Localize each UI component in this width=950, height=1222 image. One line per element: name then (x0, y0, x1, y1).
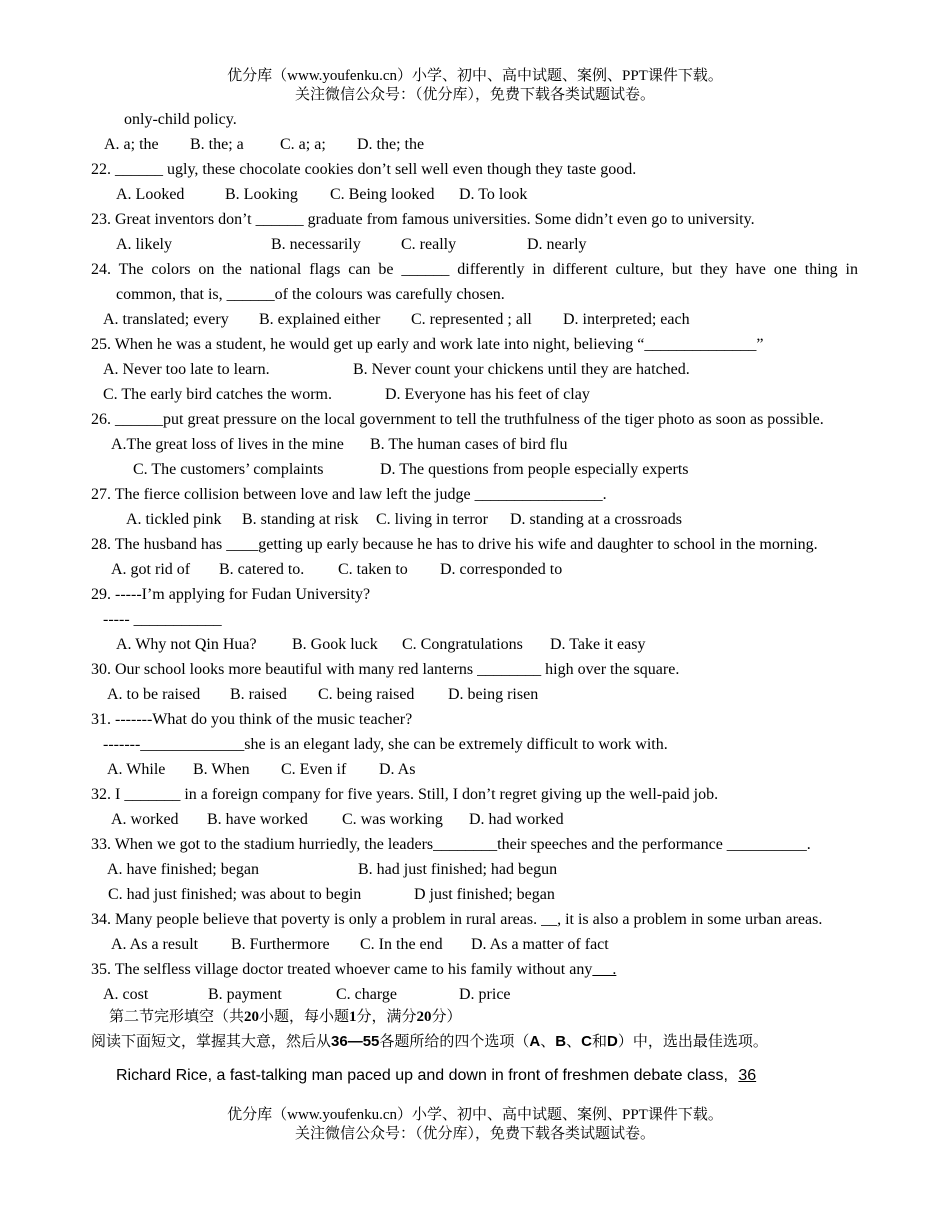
q34-options (111, 934, 609, 956)
option[interactable]: A. cost (103, 986, 149, 1003)
option[interactable]: B. raised (230, 686, 287, 703)
q35-options (103, 984, 511, 1006)
q30-options (107, 684, 538, 706)
header-line-2: 关注微信公众号：（优分库），免费下载各类试题试卷。 (294, 87, 655, 103)
section-2-instructions (91, 1031, 768, 1053)
option[interactable]: C. Congratulations (402, 636, 523, 653)
option[interactable]: B. explained either (259, 311, 381, 328)
q34-stem: 34. Many people believe that poverty is only a problem in rural areas. __, it is also a problem in some urban areas. (91, 911, 823, 928)
option[interactable]: B. Looking (225, 186, 298, 203)
option[interactable]: C. a; a; (280, 136, 326, 153)
q24-options (103, 309, 690, 331)
option[interactable]: B. catered to. (219, 561, 305, 578)
instructions-part: 、 (540, 1034, 556, 1050)
option[interactable]: D. the; the (357, 136, 425, 153)
option[interactable]: A. Why not Qin Hua? (116, 636, 257, 653)
option-letter: B (555, 1033, 567, 1050)
option[interactable]: C. Being looked (330, 186, 435, 203)
option[interactable]: A. Looked (116, 186, 185, 203)
option[interactable]: D. interpreted; each (563, 311, 690, 328)
q24-stem-line-1: 24. The colors on the national flags can be ______ differently in different culture, but they have one thing in (91, 261, 858, 278)
option[interactable]: D. had worked (469, 811, 564, 828)
option[interactable]: A.The great loss of lives in the mine (111, 436, 344, 453)
q32-options (111, 809, 564, 831)
option[interactable]: B. Never count your chickens until they are hatched. (353, 361, 690, 378)
q26-stem: 26. ______put great pressure on the local government to tell the truthfulness of the tiger photo as soon as possible. (91, 411, 824, 428)
q21-options (104, 134, 424, 156)
q33-stem: 33. When we got to the stadium hurriedly, the leaders________their speeches and the performance __________. (91, 836, 811, 853)
option[interactable]: B. When (193, 761, 250, 778)
option[interactable]: A. to be raised (107, 686, 201, 703)
footer-line-1: 优分库（www.youfenku.cn）小学、初中、高中试题、案例、PPT课件下载。 (227, 1107, 723, 1123)
option[interactable]: A. likely (116, 236, 172, 253)
instructions-part: ）中，选出最佳选项。 (617, 1034, 768, 1050)
q29-reply: ----- ___________ (103, 611, 222, 628)
q31-reply: -------_____________she is an elegant lady, she can be extremely difficult to work with. (103, 736, 668, 753)
instructions-part: 阅读下面短文，掌握其大意，然后从 (91, 1034, 332, 1050)
option[interactable]: A. translated; every (103, 311, 229, 328)
option[interactable]: C. really (401, 236, 457, 253)
q27-stem: 27. The fierce collision between love and law left the judge ________________. (91, 486, 607, 503)
q25-options-row-1 (103, 359, 690, 381)
option[interactable]: D. being risen (448, 686, 539, 703)
option[interactable]: D. The questions from people especially experts (380, 461, 689, 478)
option[interactable]: D. Take it easy (550, 636, 646, 653)
option[interactable]: A. worked (111, 811, 179, 828)
section-2-question-count: 20 (244, 1009, 260, 1025)
option-letter: C (581, 1033, 592, 1050)
q27-options (126, 509, 682, 531)
q29-options (116, 634, 645, 656)
option[interactable]: C. In the end (360, 936, 443, 953)
q35-stem-text: 35. The selfless village doctor treated whoever came to his family without any (91, 961, 593, 978)
option[interactable]: B. have worked (207, 811, 308, 828)
option[interactable]: B. the; a (190, 136, 244, 153)
option[interactable]: A. As a result (111, 936, 199, 953)
section-2-title-part: 小题，每小题 (259, 1009, 350, 1025)
q25-stem: 25. When he was a student, he would get up early and work late into night, believing “______________” (91, 336, 764, 353)
option[interactable]: C. represented ; all (411, 311, 532, 328)
option[interactable]: D. Everyone has his feet of clay (385, 386, 590, 403)
section-2-title-part: 第二节完形填空（共 (109, 1009, 245, 1025)
option[interactable]: D. corresponded to (440, 561, 563, 578)
option[interactable]: B. had just finished; had begun (358, 861, 558, 878)
option[interactable]: C. The early bird catches the worm. (103, 386, 332, 403)
footer-line-2: 关注微信公众号：（优分库），免费下载各类试题试卷。 (294, 1126, 655, 1142)
q33-options-row-1 (107, 859, 557, 881)
option[interactable]: D. To look (459, 186, 528, 203)
option[interactable]: A. Never too late to learn. (103, 361, 270, 378)
option[interactable]: B. The human cases of bird flu (370, 436, 568, 453)
passage-first-line (116, 1065, 762, 1087)
option[interactable]: A. a; the (104, 136, 159, 153)
option[interactable]: A. have finished; began (107, 861, 259, 878)
q35-blank: . (592, 961, 617, 978)
option[interactable]: A. tickled pink (126, 511, 222, 528)
q31-stem: 31. -------What do you think of the music teacher? (91, 711, 413, 728)
question-range: 36—55 (331, 1033, 380, 1050)
q23-options (116, 234, 587, 256)
instructions-part: 各题所给的四个选项（ (379, 1034, 530, 1050)
section-2-total-points: 20 (416, 1009, 432, 1025)
option[interactable]: C. charge (336, 986, 398, 1003)
header-line-1: 优分库（www.youfenku.cn）小学、初中、高中试题、案例、PPT课件下载。 (227, 68, 723, 84)
option[interactable]: C. being raised (318, 686, 415, 703)
q22-options (116, 184, 527, 206)
option[interactable]: D. As (379, 761, 416, 778)
q22-stem: 22. ______ ugly, these chocolate cookies don’t sell well even though they taste good. (91, 161, 637, 178)
option-letter: A (529, 1033, 541, 1050)
q24-stem-line-2: common, that is, ______of the colours was carefully chosen. (116, 286, 505, 303)
q23-stem: 23. Great inventors don’t ______ graduate from famous universities. Some didn’t even go to university. (91, 211, 755, 228)
option[interactable]: B. standing at risk (242, 511, 359, 528)
q35-stem (91, 959, 616, 981)
q21-stem: only-child policy. (124, 111, 237, 128)
q28-stem: 28. The husband has ____getting up early because he has to drive his wife and daughter to school in the morning. (91, 536, 818, 553)
instructions-part: 和 (591, 1034, 607, 1050)
option-letter: D (606, 1033, 618, 1050)
section-2-title (109, 1006, 462, 1028)
option[interactable]: C. Even if (281, 761, 347, 778)
q26-options-row-1 (111, 434, 567, 456)
q32-stem: 32. I _______ in a foreign company for five years. Still, I don’t regret giving up the well-paid job. (91, 786, 719, 803)
instructions-part: 、 (566, 1034, 582, 1050)
section-2-points-each: 1 (349, 1009, 357, 1025)
q30-stem: 30. Our school looks more beautiful with many red lanterns ________ high over the square. (91, 661, 680, 678)
q28-options (111, 559, 562, 581)
q26-options-row-2 (133, 459, 689, 481)
option[interactable]: B. payment (208, 986, 282, 1003)
option[interactable]: C. The customers’ complaints (133, 461, 324, 478)
cloze-blank-36[interactable]: 36 (738, 1067, 757, 1084)
q31-options (107, 759, 415, 781)
passage-text: Richard Rice, a fast-talking man paced up and down in front of freshmen debate class, (116, 1067, 728, 1084)
option[interactable]: D. nearly (527, 236, 587, 253)
option[interactable]: D just finished; began (414, 886, 555, 903)
option[interactable]: A. got rid of (111, 561, 191, 578)
section-2-title-part: 分，满分 (356, 1009, 417, 1025)
option[interactable]: C. was working (342, 811, 443, 828)
option[interactable]: B. necessarily (271, 236, 361, 253)
option[interactable]: C. living in terror (376, 511, 488, 528)
q29-stem: 29. -----I’m applying for Fudan University? (91, 586, 371, 603)
option[interactable]: D. As a matter of fact (471, 936, 609, 953)
option[interactable]: A. While (107, 761, 166, 778)
option[interactable]: C. had just finished; was about to begin (108, 886, 362, 903)
option[interactable]: B. Furthermore (231, 936, 330, 953)
option[interactable]: B. Gook luck (292, 636, 378, 653)
section-2-title-part: 分） (431, 1009, 462, 1025)
q25-options-row-2 (103, 384, 590, 406)
q33-options-row-2 (108, 884, 555, 906)
option[interactable]: D. standing at a crossroads (510, 511, 682, 528)
option[interactable]: C. taken to (338, 561, 408, 578)
option[interactable]: D. price (459, 986, 511, 1003)
